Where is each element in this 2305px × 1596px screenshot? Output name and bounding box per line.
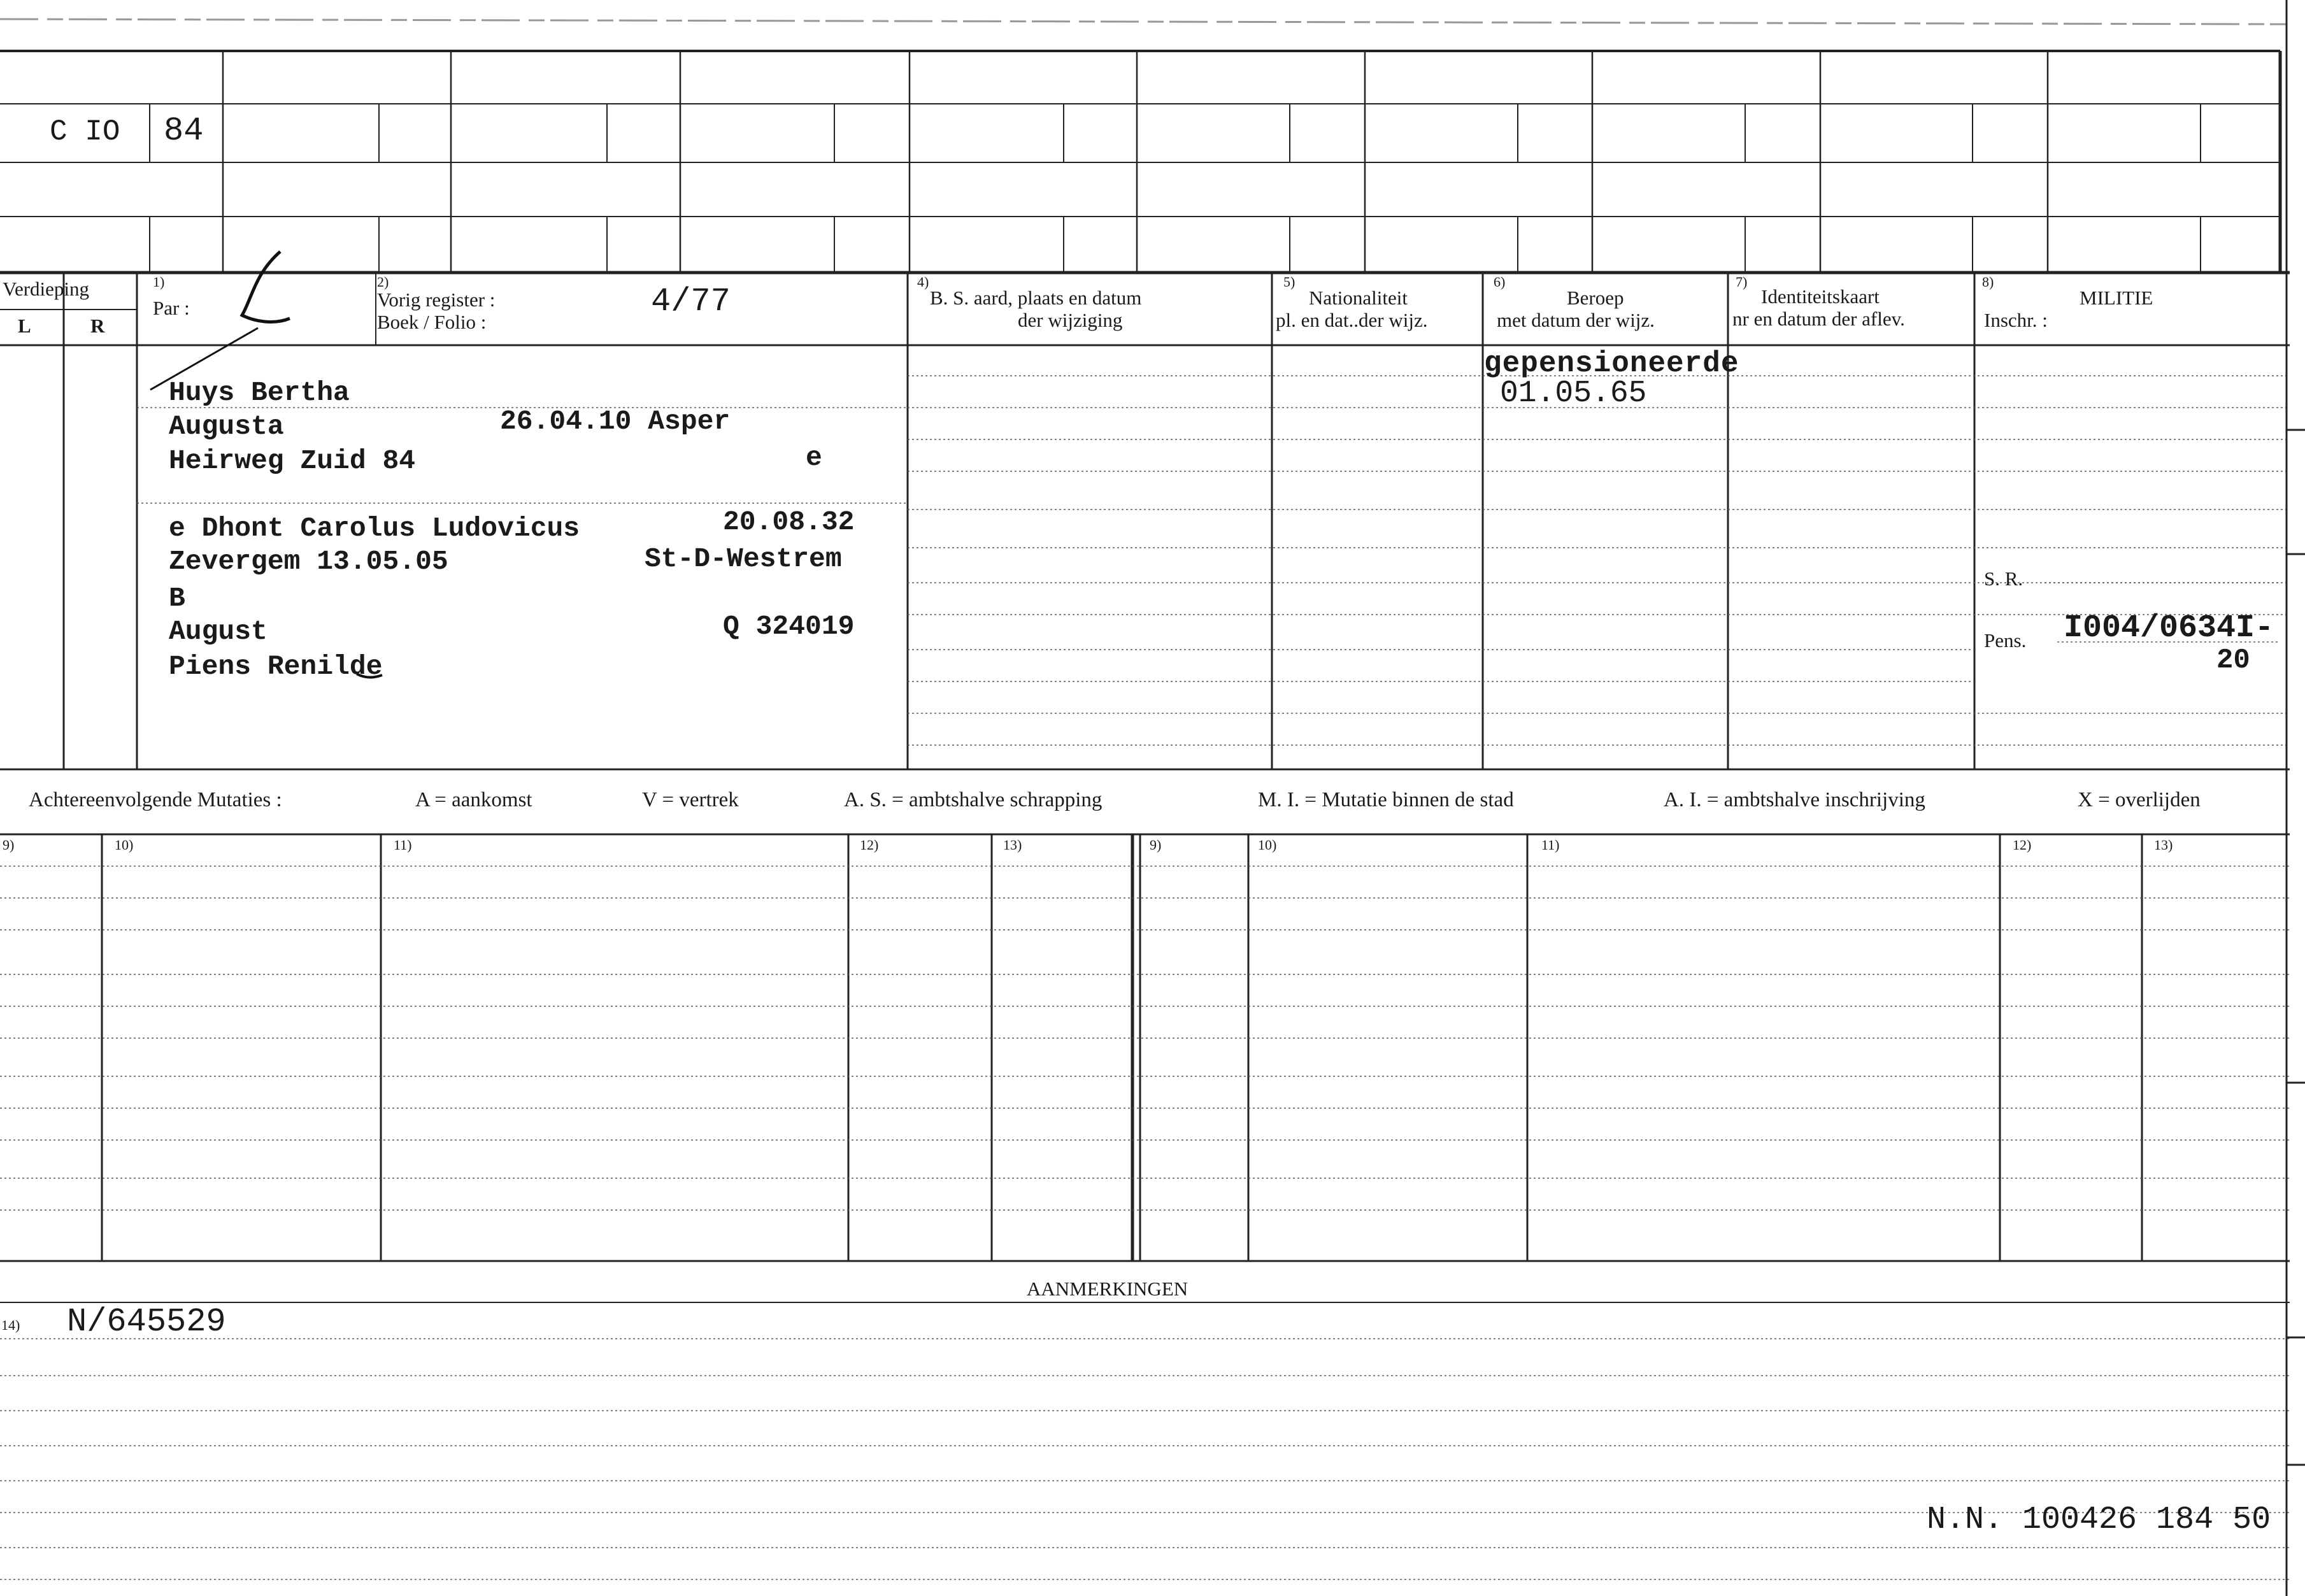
spouse-marriage-date: 20.08.32: [723, 506, 855, 538]
mutaties-col-9-right: 9): [1150, 837, 1162, 853]
number-value: 84: [164, 112, 204, 150]
pens-value-suffix: 20: [2216, 645, 2250, 676]
bs-label-line2: der wijziging: [1018, 309, 1123, 331]
father-name: August: [169, 616, 268, 647]
beroep-value: gepensioneerde: [1484, 347, 1739, 380]
vorig-register-label: Vorig register :: [377, 289, 496, 311]
spouse-name: e Dhont Carolus Ludovicus: [169, 513, 580, 544]
identiteitskaart-label-line2: nr en datum der aflev.: [1732, 308, 1905, 330]
aanmerkingen-value: N/645529: [67, 1303, 226, 1341]
q-number: Q 324019: [723, 611, 855, 642]
pens-value: I004/0634I-: [2064, 610, 2274, 646]
nationaliteit-label-line1: Nationaliteit: [1309, 287, 1408, 309]
mutaties-col-13-right: 13): [2154, 837, 2173, 853]
mutaties-title: Achtereenvolgende Mutaties :: [29, 788, 282, 811]
par-label: Par :: [153, 297, 190, 319]
legend-mutatie-binnen-stad: M. I. = Mutatie binnen de stad: [1258, 788, 1514, 811]
register-value: 4/77: [651, 283, 731, 320]
field-7-number: 7): [1736, 274, 1748, 290]
person-birth: 26.04.10 Asper: [500, 406, 731, 437]
legend-overlijden: X = overlijden: [2078, 788, 2201, 811]
nationaliteit-label-line2: pl. en dat..der wijz.: [1276, 309, 1428, 331]
sr-label: S. R.: [1984, 567, 2023, 590]
mutaties-col-10-right: 10): [1258, 837, 1277, 853]
mutaties-col-11-left: 11): [394, 837, 412, 853]
field-8-number: 8): [1982, 274, 1994, 290]
spouse-birth-place: St-D-Westrem: [645, 543, 842, 574]
militie-label: MILITIE: [2080, 287, 2153, 309]
person-address: Heirweg Zuid 84: [169, 445, 416, 476]
verdieping-label: Verdieping: [3, 278, 90, 300]
inschr-label: Inschr. :: [1984, 309, 2048, 331]
field-6-number: 6): [1494, 274, 1506, 290]
legend-vertrek: V = vertrek: [642, 788, 739, 811]
mutaties-col-10-left: 10): [115, 837, 134, 853]
person-e-mark: e: [806, 442, 822, 473]
field-2-number: 2): [377, 274, 389, 290]
mutaties-col-13-left: 13): [1003, 837, 1022, 853]
mother-name: Piens Renilde: [169, 651, 383, 682]
field-4-number: 4): [917, 274, 929, 290]
field-5-number: 5): [1283, 274, 1295, 290]
aanmerkingen-title: AANMERKINGEN: [1027, 1278, 1188, 1300]
mutaties-col-12-right: 12): [2013, 837, 2032, 853]
mutaties-col-11-right: 11): [1541, 837, 1560, 853]
field-1-number: 1): [153, 274, 165, 290]
mutaties-col-12-left: 12): [860, 837, 879, 853]
b-mark: B: [169, 583, 185, 614]
aanmerkingen-number: 14): [1, 1317, 20, 1333]
legend-ambtshalve-inschrijving: A. I. = ambtshalve inschrijving: [1664, 788, 1925, 811]
legend-aankomst: A = aankomst: [415, 788, 532, 811]
person-name: Huys Bertha: [169, 377, 350, 408]
legend-ambtshalve-schrapping: A. S. = ambtshalve schrapping: [844, 788, 1103, 811]
person-first-name: Augusta: [169, 411, 284, 442]
pens-label: Pens.: [1984, 629, 2027, 652]
beroep-label-line2: met datum der wijz.: [1497, 309, 1655, 331]
footer-number: N.N. 100426 184 50: [1927, 1502, 2271, 1538]
mutaties-col-9-left: 9): [3, 837, 15, 853]
code-value: C IO: [50, 115, 120, 148]
identiteitskaart-label-line1: Identiteitskaart: [1761, 285, 1880, 308]
column-r-label: R: [90, 315, 105, 337]
boek-folio-label: Boek / Folio :: [377, 311, 487, 333]
bs-label-line1: B. S. aard, plaats en datum: [930, 287, 1142, 309]
beroep-label-line1: Beroep: [1567, 287, 1624, 309]
column-l-label: L: [18, 315, 31, 337]
spouse-birth: Zevergem 13.05.05: [169, 546, 448, 577]
beroep-date: 01.05.65: [1500, 376, 1647, 411]
